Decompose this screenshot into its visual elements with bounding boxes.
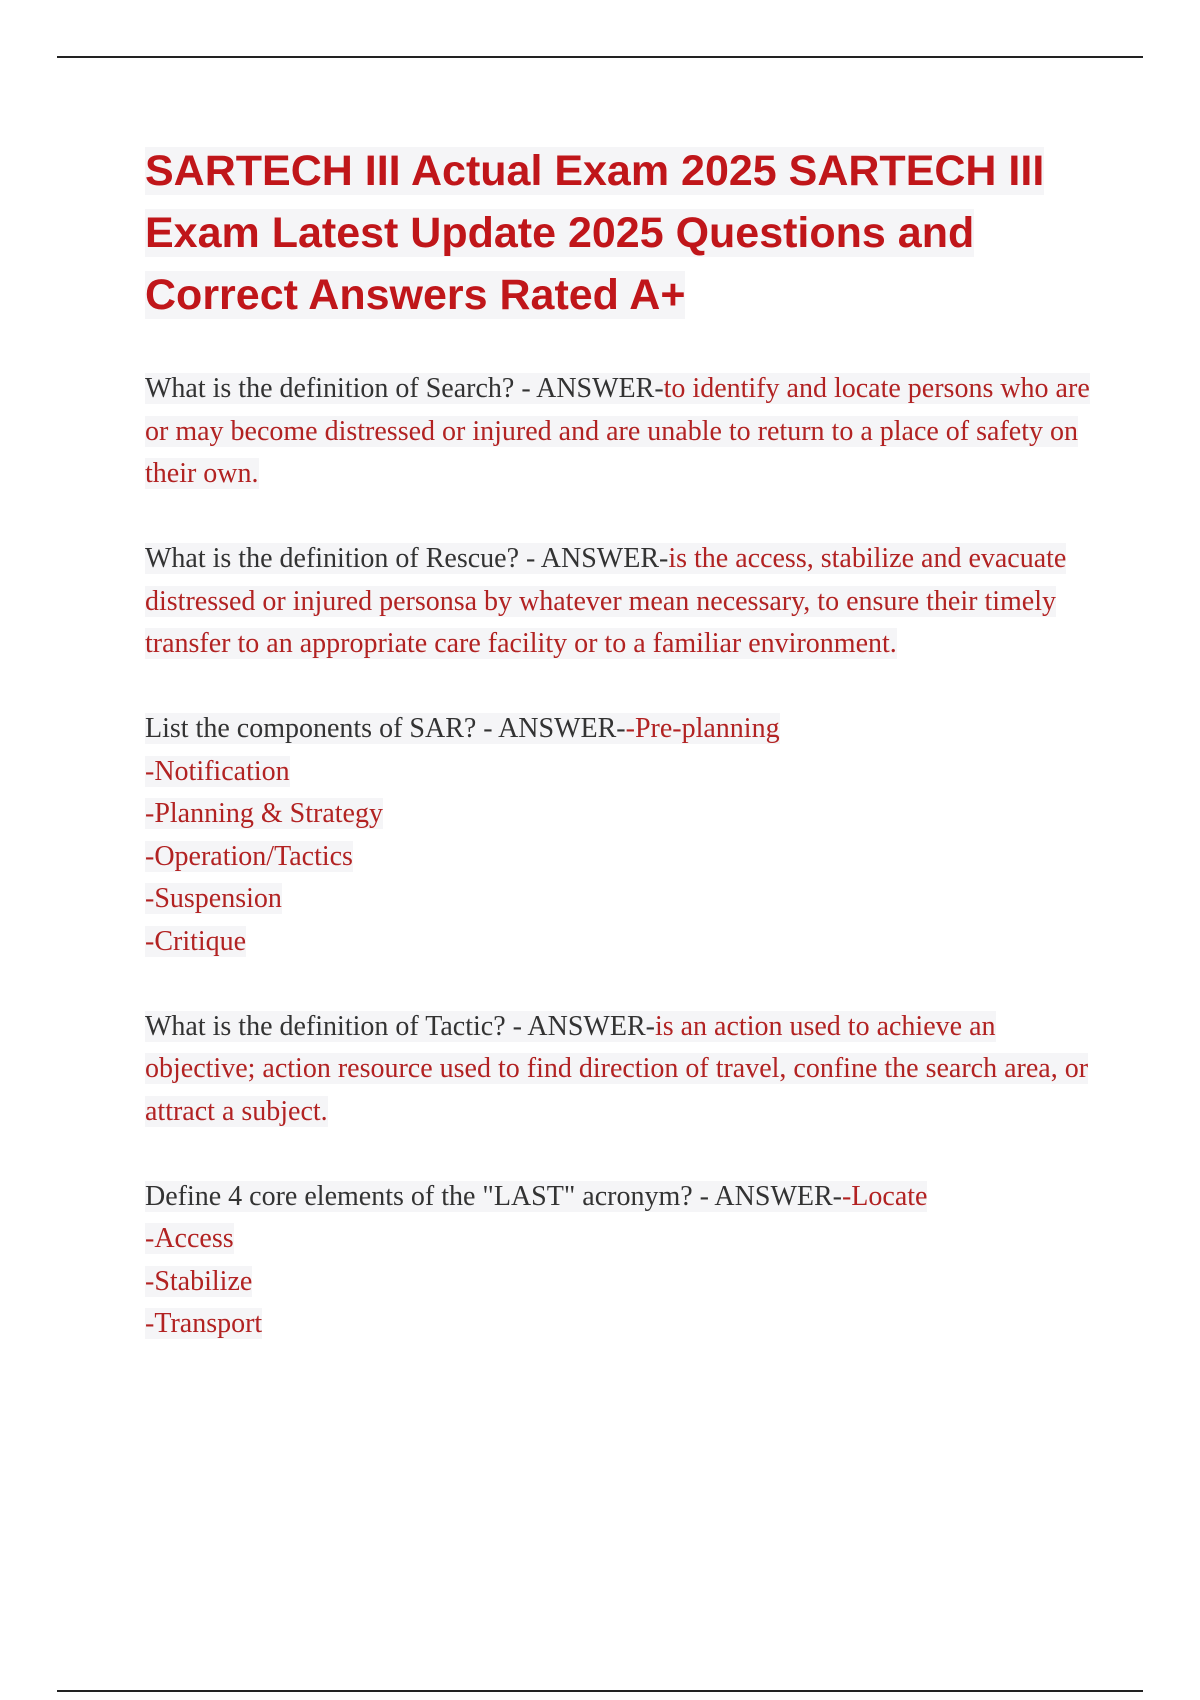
question-text: List the components of SAR? - ANSWER- xyxy=(145,713,626,744)
question-text: What is the definition of Rescue? - ANSWER- xyxy=(145,543,669,574)
qa-item-search xyxy=(145,368,1090,496)
question-text: Define 4 core elements of the "LAST" acronym? - ANSWER- xyxy=(145,1180,842,1212)
qa-item-sar-components xyxy=(145,708,1090,963)
answer-line: -Operation/Tactics xyxy=(145,840,353,872)
top-rule xyxy=(57,56,1143,58)
answer-line: -Notification xyxy=(145,755,290,787)
qa-item-tactic xyxy=(145,1006,1090,1134)
bottom-rule xyxy=(57,1690,1143,1692)
document-title-text: SARTECH III Actual Exam 2025 SARTECH III Exam Latest Update 2025 Questions and Correct Answers Rated A+ xyxy=(145,147,1045,319)
answer-line: -Transport xyxy=(145,1308,263,1339)
answer-text: to identify and locate persons who are or may become distressed or injured and are unable to return to a place of safety on their own. xyxy=(145,373,1090,489)
question-text: What is the definition of Tactic? - ANSWER- xyxy=(145,1010,655,1042)
answer-line: -Stabilize xyxy=(145,1265,253,1297)
answer-line: -Critique xyxy=(145,925,247,957)
answer-text: is an action used to achieve an objective; action resource used to find direction of travel, confine the search area, or attract a subject. xyxy=(145,1010,1089,1127)
answer-line: -Pre-planning xyxy=(625,713,780,744)
document-title xyxy=(145,140,1090,326)
document-body xyxy=(145,140,1090,1388)
qa-item-rescue xyxy=(145,538,1090,666)
answer-line: -Access xyxy=(145,1223,234,1254)
answer-line: -Locate xyxy=(841,1180,928,1212)
question-text: What is the definition of Search? - ANSWER- xyxy=(145,373,664,404)
qa-item-last-acronym xyxy=(145,1176,1090,1346)
answer-line: -Suspension xyxy=(145,883,282,914)
answer-text: is the access, stabilize and evacuate distressed or injured personsa by whatever mean necessary, to ensure their timely transfer to an appropriate care facility or to a familiar environment. xyxy=(145,543,1067,659)
answer-line: -Planning & Strategy xyxy=(145,798,383,829)
